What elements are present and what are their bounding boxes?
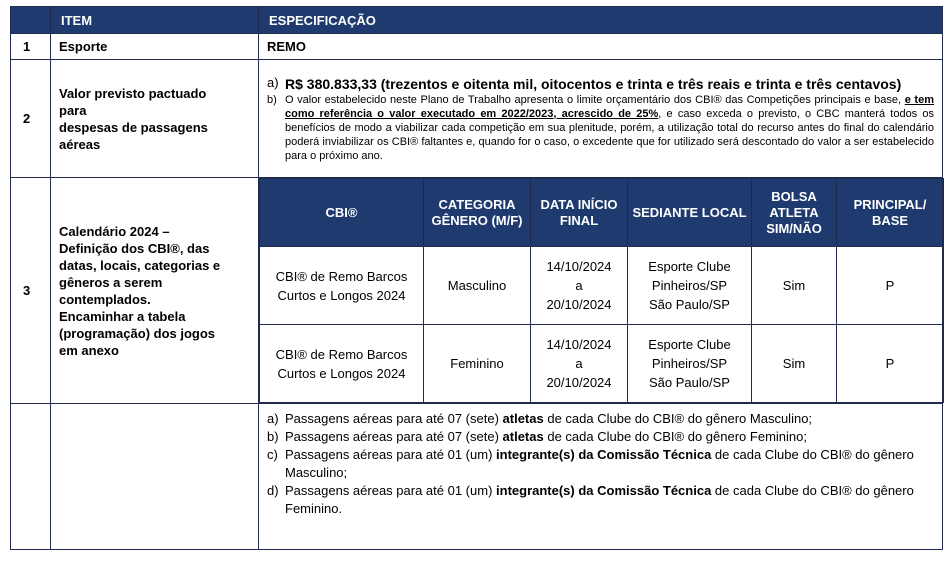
row-4-num: [11, 404, 51, 550]
list-marker: c): [267, 447, 278, 462]
calendar-header-tipo: PRINCIPAL/ BASE: [837, 179, 944, 247]
calendar-tipo: P: [837, 325, 944, 403]
calendar-cbi: [260, 325, 424, 403]
calendar-cbi-line: Curtos e Longos 2024: [277, 365, 406, 381]
calendar-genero: Masculino: [424, 247, 531, 325]
budget-note-1: O valor estabelecido neste Plano de Trabalho apresenta o limite orçamentário dos CBI® das Competições principais e base,: [285, 93, 905, 106]
calendar-cbi-line: CBI® de Remo Barcos: [275, 346, 408, 362]
ticket-text: de cada Clube do CBI® do gênero Feminino.: [285, 483, 914, 516]
calendar-cbi-line: CBI® de Remo Barcos: [275, 268, 408, 284]
row-4: [11, 404, 943, 550]
row-1-item: Esporte: [51, 34, 259, 60]
ticket-text: de cada Clube do CBI® do gênero Feminino;: [543, 429, 807, 444]
row-2: [11, 60, 943, 178]
list-marker: a): [267, 74, 279, 90]
row-2-item-line: despesas de passagens: [59, 119, 208, 135]
calendar-data-line: a: [575, 356, 583, 371]
ticket-text: de cada Clube do CBI® do gênero Masculino;: [285, 447, 914, 480]
row-3-item-line: (programação) dos jogos: [59, 325, 216, 341]
row-3-item-line: gêneros a serem: [59, 274, 163, 290]
calendar-data: [531, 247, 628, 325]
row-1: [11, 34, 943, 60]
list-marker: a): [267, 411, 279, 426]
row-3-item-line: Encaminhar a tabela: [59, 308, 186, 324]
row-2-spec: [259, 60, 943, 178]
ticket-text: Passagens aéreas para até 01 (um): [285, 483, 497, 498]
list-marker: b): [267, 429, 279, 444]
calendar-table: [259, 178, 944, 403]
calendar-data-line: 20/10/2024: [546, 375, 612, 390]
ticket-bold: integrante(s) da Comissão Técnica: [496, 447, 712, 462]
budget-value: R$ 380.833,33 (trezentos e oitenta mil, oitocentos e trinta e três reais e trinta e três centavos): [285, 75, 902, 92]
calendar-data: [531, 325, 628, 403]
calendar-cbi-line: Curtos e Longos 2024: [277, 287, 406, 303]
ticket-text: Passagens aéreas para até 07 (sete): [285, 411, 503, 426]
calendar-header-bolsa: BOLSA ATLETA SIM/NÃO: [752, 179, 837, 247]
calendar-header-cbi: CBI®: [260, 179, 424, 247]
ticket-item: [267, 446, 934, 482]
calendar-local-line: São Paulo/SP: [649, 375, 730, 390]
row-2-item: [51, 60, 259, 178]
calendar-local-line: São Paulo/SP: [649, 297, 730, 312]
row-1-spec: REMO: [259, 34, 943, 60]
row-3-item: [51, 178, 259, 404]
row-4-spec: [259, 404, 943, 550]
budget-note-underlined: e tem como referência o valor executado em 2022/2023, acrescido de 25%: [285, 93, 934, 120]
list-marker: b): [267, 93, 277, 106]
calendar-genero: Feminino: [424, 325, 531, 403]
header-row: [11, 7, 943, 34]
row-1-num: 1: [11, 34, 51, 60]
row-2-item-line: aéreas: [59, 136, 101, 152]
row-2-spec-b: [267, 93, 934, 163]
row-3-item-line: datas, locais, categorias e: [59, 257, 221, 273]
specification-table: [10, 6, 943, 550]
row-3-spec: [259, 178, 943, 404]
calendar-local-line: Pinheiros/SP: [651, 278, 728, 293]
calendar-data-line: 20/10/2024: [546, 297, 612, 312]
calendar-local: [628, 325, 752, 403]
ticket-text: Passagens aéreas para até 01 (um): [285, 447, 497, 462]
header-num-cell: [11, 7, 51, 34]
calendar-header-local: SEDIANTE LOCAL: [628, 179, 752, 247]
budget-note-2: , e caso exceda o previsto, o CBC manterá todos os benefícios de modo a viabilizar cada competição em sua plenitude, porém, a utilização total do recurso antes do final do calendário poderá inviabilizar os CBI® faltantes e, quando for o caso, o excedente que for utilizado será descontado do valor a ser estabelecido para o próximo ano.: [285, 107, 934, 162]
row-2-num: 2: [11, 60, 51, 178]
calendar-header-genero: CATEGORIA GÊNERO (M/F): [424, 179, 531, 247]
calendar-header-row: [260, 179, 944, 247]
ticket-item: [267, 482, 934, 518]
row-3-item-line: contemplados.: [59, 291, 151, 307]
calendar-local-line: Pinheiros/SP: [651, 356, 728, 371]
row-2-item-line: para: [59, 102, 87, 118]
calendar-header-data: DATA INÍCIO FINAL: [531, 179, 628, 247]
row-4-item: [51, 404, 259, 550]
header-spec: ESPECIFICAÇÃO: [259, 7, 943, 34]
calendar-cbi: [260, 247, 424, 325]
calendar-local-line: Esporte Clube: [648, 259, 731, 274]
calendar-local-line: Esporte Clube: [648, 337, 731, 352]
row-3: [11, 178, 943, 404]
row-3-item-line: em anexo: [59, 342, 119, 358]
ticket-text: Passagens aéreas para até 07 (sete): [285, 429, 503, 444]
ticket-text: de cada Clube do CBI® do gênero Masculino;: [543, 411, 813, 426]
ticket-item: [267, 428, 934, 446]
calendar-row: [260, 325, 944, 403]
list-marker: d): [267, 483, 279, 498]
row-3-item-line: Calendário 2024 –: [59, 223, 170, 239]
calendar-data-line: 14/10/2024: [546, 259, 612, 274]
calendar-tipo: P: [837, 247, 944, 325]
header-item: ITEM: [51, 7, 259, 34]
calendar-bolsa: Sim: [752, 325, 837, 403]
row-2-item-line: Valor previsto pactuado: [59, 85, 207, 101]
calendar-bolsa: Sim: [752, 247, 837, 325]
calendar-data-line: 14/10/2024: [546, 337, 612, 352]
ticket-bold: integrante(s) da Comissão Técnica: [496, 483, 712, 498]
calendar-row: [260, 247, 944, 325]
calendar-data-line: a: [575, 278, 583, 293]
ticket-item: [267, 410, 934, 428]
ticket-bold: atletas: [502, 411, 544, 426]
calendar-local: [628, 247, 752, 325]
row-3-num: 3: [11, 178, 51, 404]
ticket-bold: atletas: [502, 429, 544, 444]
row-3-item-line: Definição dos CBI®, das: [59, 240, 210, 256]
row-2-spec-a: [267, 75, 934, 93]
